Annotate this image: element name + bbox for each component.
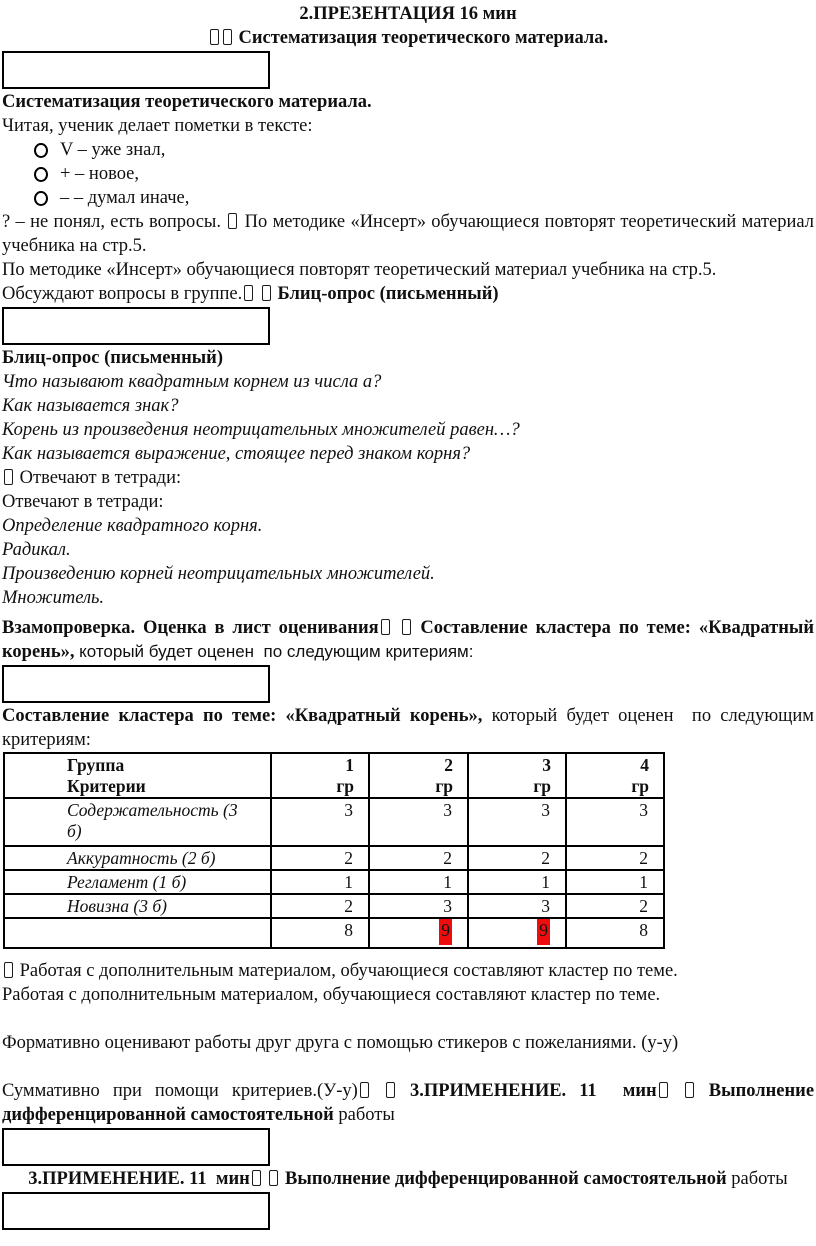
total-cell — [369, 918, 468, 948]
header-group-1 — [271, 753, 369, 798]
total-cell — [271, 918, 369, 948]
score-cell: 2 — [271, 846, 369, 870]
missing-glyph-icon — [210, 29, 219, 45]
cluster-theme-text: «Квадратный корень», — [2, 618, 814, 662]
header-criteria-label: Критерии — [67, 776, 146, 796]
blitz-answer: Произведению корней неотрицательных множителей. — [2, 564, 435, 584]
execution-repeat-text: Выполнение дифференцированной самостоятельной — [285, 1169, 727, 1189]
criterion-label-cell: Аккуратность (2 б) — [4, 846, 271, 870]
insert-method-text: По методике «Инсерт» обучающиеся повторят теоретический материал учебника на стр.5. — [2, 212, 815, 256]
group-number: 4 — [640, 755, 649, 775]
score-cell: 2 — [566, 894, 664, 918]
total-value-highlighted: 9 — [439, 918, 452, 945]
reading-marks-intro: Читая, ученик делает пометки в тексте: — [2, 116, 313, 136]
reading-marks-list — [2, 138, 814, 210]
total-cell — [468, 918, 566, 948]
presentation-title-text: 2.ПРЕЗЕНТАЦИЯ 16 мин — [299, 4, 517, 24]
missing-glyph-icon — [381, 619, 390, 635]
blitz-heading: Блиц-опрос (письменный) — [2, 348, 223, 368]
insert-method-repeat: По методике «Инсерт» обучающиеся повторят теоретический материал учебника на стр.5. — [2, 260, 717, 280]
table-row — [4, 870, 664, 894]
missing-glyph-icon — [262, 285, 271, 301]
missing-glyph-icon — [386, 1082, 395, 1098]
totals-row — [4, 918, 664, 948]
missing-glyph-icon — [228, 213, 237, 229]
circle-bullet-icon — [34, 167, 48, 182]
blitz-question: Что называют квадратным корнем из числа а? — [2, 372, 382, 392]
systematization-subtitle — [2, 26, 814, 50]
cluster-criteria-text: который будет оценен по следующим критериям: — [79, 642, 474, 661]
table-row — [4, 798, 664, 846]
score-cell: 3 — [369, 894, 468, 918]
group-number: 3 — [542, 755, 551, 775]
missing-glyph-icon — [244, 285, 253, 301]
presentation-title — [2, 2, 814, 26]
header-criteria-cell — [4, 753, 271, 798]
group-unit: гр — [631, 776, 649, 796]
mark-question-text: ? – не понял, есть вопросы. — [2, 212, 221, 232]
work-material-marked — [2, 959, 814, 983]
table-header-row — [4, 753, 664, 798]
discuss-blitz-line — [2, 282, 814, 306]
total-value: 8 — [344, 920, 353, 940]
score-cell: 2 — [369, 846, 468, 870]
insert-method-paragraph — [2, 210, 814, 258]
score-cell: 2 — [566, 846, 664, 870]
missing-glyph-icon — [360, 1082, 369, 1098]
placeholder-box-2 — [2, 307, 270, 345]
totals-empty-cell — [4, 918, 271, 948]
score-cell: 1 — [271, 870, 369, 894]
systematization-heading: Систематизация теоретического материала. — [2, 92, 372, 112]
circle-bullet-icon — [34, 143, 48, 158]
cluster-task-repeat-paragraph — [2, 704, 814, 752]
blank-line — [2, 1007, 814, 1031]
score-cell: 2 — [468, 846, 566, 870]
summative-application-paragraph — [2, 1079, 814, 1127]
cluster-task-repeat-bold: Составление кластера по теме: «Квадратный корень», — [2, 706, 483, 726]
criterion-label-cell: Новизна (3 б) — [4, 894, 271, 918]
peer-check-cluster-paragraph — [2, 616, 814, 664]
score-cell: 1 — [566, 870, 664, 894]
missing-glyph-icon — [252, 1170, 261, 1186]
table-row — [4, 846, 664, 870]
score-cell: 1 — [369, 870, 468, 894]
placeholder-box-5 — [2, 1192, 270, 1230]
blank-line — [2, 1055, 814, 1079]
circle-bullet-icon — [34, 191, 48, 206]
header-group-4 — [566, 753, 664, 798]
application-heading-repeat: 3.ПРИМЕНЕНИЕ. 11 мин — [28, 1169, 250, 1189]
cluster-task-repeat-rest: который будет оценен по следующим критериям: — [2, 706, 814, 750]
list-item — [2, 186, 814, 210]
criterion-label: Содержательность (3 б) — [67, 800, 238, 841]
blitz-answer: Радикал. — [2, 540, 71, 560]
blitz-label: Блиц-опрос (письменный) — [277, 284, 499, 304]
work-material-text: Работая с дополнительным материалом, обучающиеся составляют кластер по теме. — [19, 961, 678, 981]
header-group-2 — [369, 753, 468, 798]
score-cell: 3 — [369, 798, 468, 846]
list-item — [2, 138, 814, 162]
score-cell: 2 — [271, 894, 369, 918]
answer-prompt-marked — [2, 466, 814, 490]
systematization-subtitle-text: Систематизация теоретического материала. — [238, 28, 609, 48]
cluster-task-text: Составление кластера по теме: — [420, 618, 691, 638]
discuss-text: Обсуждают вопросы в группе. — [2, 284, 243, 304]
group-unit: гр — [533, 776, 551, 796]
formative-assessment-line: Формативно оценивают работы друг друга с помощью стикеров с пожеланиями. (у-у) — [2, 1033, 679, 1053]
list-item — [2, 162, 814, 186]
missing-glyph-icon — [223, 29, 232, 45]
total-cell — [566, 918, 664, 948]
group-unit: гр — [336, 776, 354, 796]
group-unit: гр — [435, 776, 453, 796]
blitz-answer: Определение квадратного корня. — [2, 516, 263, 536]
execution-text: Выполнение дифференцированной самостоятельной — [2, 1081, 815, 1125]
missing-glyph-icon — [685, 1082, 694, 1098]
missing-glyph-icon — [269, 1170, 278, 1186]
work-word-text: работы — [338, 1105, 395, 1125]
criteria-table — [3, 752, 665, 949]
missing-glyph-icon — [659, 1082, 668, 1098]
score-cell: 3 — [566, 798, 664, 846]
header-group-label: Группа — [67, 755, 125, 775]
score-cell: 1 — [468, 870, 566, 894]
placeholder-box-3 — [2, 665, 270, 703]
placeholder-box-1 — [2, 51, 270, 89]
application-centered-paragraph — [2, 1167, 814, 1191]
score-cell: 3 — [271, 798, 369, 846]
answer-prompt: Отвечают в тетради: — [2, 492, 164, 512]
blitz-question: Корень из произведения неотрицательных множителей равен…? — [2, 420, 520, 440]
blitz-question: Как называется знак? — [2, 396, 179, 416]
work-word-centered: работы — [731, 1169, 788, 1189]
missing-glyph-icon — [4, 469, 13, 485]
mark-known: V – уже знал, — [60, 140, 166, 160]
spacer — [2, 949, 814, 959]
mark-new: + – новое, — [60, 164, 140, 184]
header-group-3 — [468, 753, 566, 798]
total-value-highlighted: 9 — [537, 918, 550, 945]
table-row — [4, 894, 664, 918]
blitz-answer: Множитель. — [2, 588, 105, 608]
work-material-repeat: Работая с дополнительным материалом, обучающиеся составляют кластер по теме. — [2, 985, 661, 1005]
criterion-label-cell — [4, 798, 271, 846]
mark-thought-otherwise: – – думал иначе, — [60, 188, 190, 208]
application-heading-text: 3.ПРИМЕНЕНИЕ. 11 мин — [409, 1081, 657, 1101]
score-cell: 3 — [468, 798, 566, 846]
missing-glyph-icon — [402, 619, 411, 635]
summative-text: Суммативно при помощи критериев.(У-у) — [2, 1081, 358, 1101]
group-number: 1 — [345, 755, 354, 775]
peer-check-text: Взамопроверка. Оценка в лист оценивания — [2, 618, 379, 638]
group-number: 2 — [444, 755, 453, 775]
criterion-label-cell: Регламент (1 б) — [4, 870, 271, 894]
score-cell: 3 — [468, 894, 566, 918]
missing-glyph-icon — [4, 962, 13, 978]
answer-prompt-text: Отвечают в тетради: — [19, 468, 182, 488]
placeholder-box-4 — [2, 1128, 270, 1166]
blitz-question: Как называется выражение, стоящее перед знаком корня? — [2, 444, 471, 464]
total-value: 8 — [639, 920, 648, 940]
